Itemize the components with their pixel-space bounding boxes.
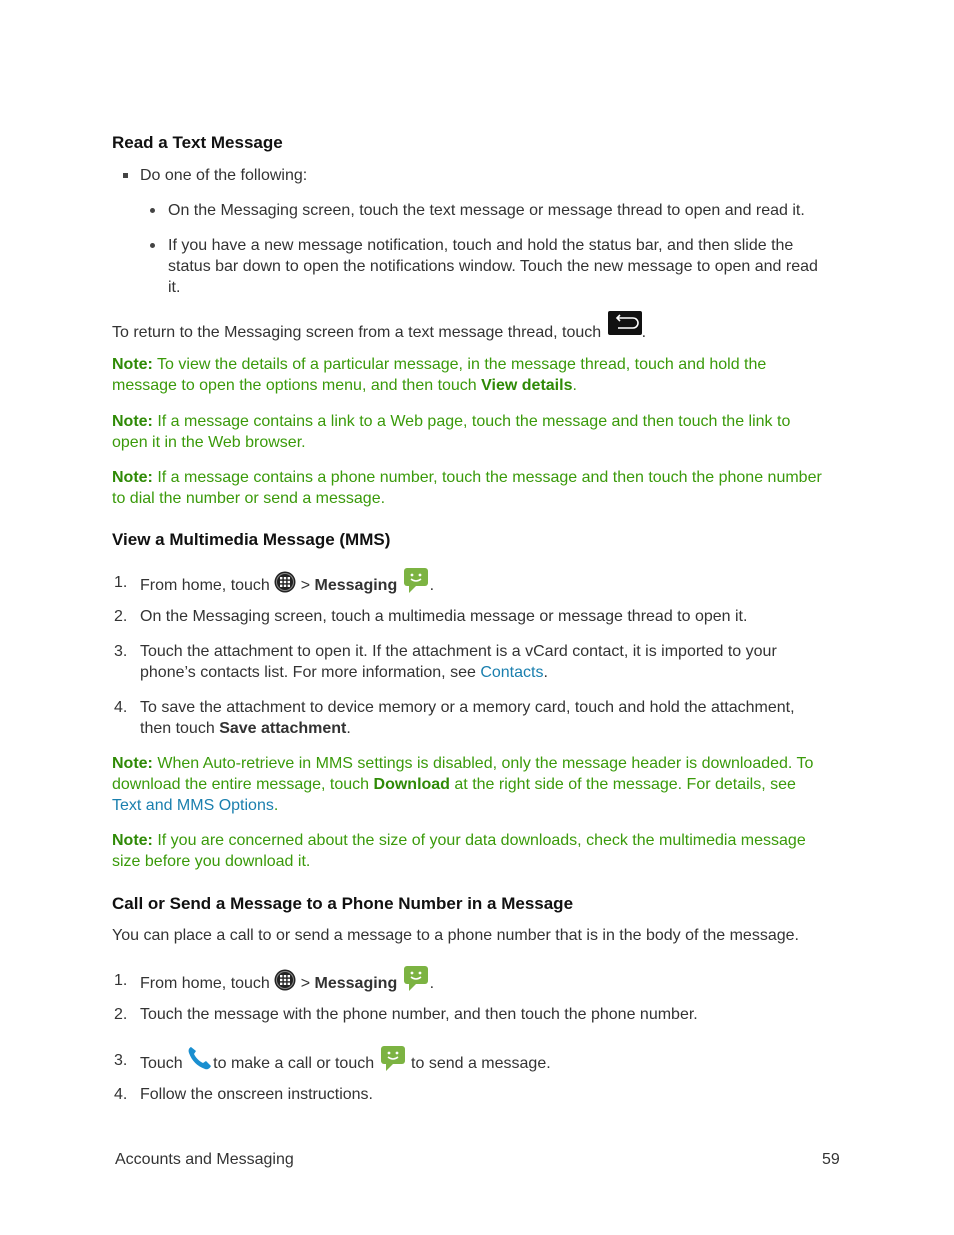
step-text: Follow the onscreen instructions. <box>140 1086 373 1103</box>
footer-page-number: 59 <box>822 1151 840 1168</box>
intro-paragraph: You can place a call to or send a message to a phone number that is in the body of the message. <box>112 927 799 944</box>
sub-bullet-2 <box>112 235 844 298</box>
period: . <box>429 975 435 993</box>
mms-step-2 <box>112 606 844 627</box>
period: . <box>346 720 351 737</box>
messaging-icon <box>402 566 430 594</box>
step-text: then touch <box>140 720 215 737</box>
separator: > <box>300 577 311 595</box>
back-arrow-icon <box>608 311 642 335</box>
step-number: 1. <box>114 972 128 989</box>
period: . <box>429 577 435 595</box>
sub-bullet-line: it. <box>168 279 181 296</box>
note-phone-number <box>112 467 852 509</box>
call-step-2 <box>112 1004 844 1025</box>
download-label: Download <box>373 776 450 793</box>
sub-bullet-1 <box>112 200 844 221</box>
note-text: size before you download it. <box>112 853 311 870</box>
step-number: 3. <box>114 643 128 660</box>
messaging-label: Messaging <box>314 975 398 993</box>
step-text: From home, touch <box>140 577 270 595</box>
note-text: open it in the Web browser. <box>112 434 306 451</box>
note-label: Note: <box>112 832 153 849</box>
note-text: download the entire message, touch <box>112 776 370 793</box>
step-number: 2. <box>114 1006 128 1023</box>
note-auto-retrieve <box>112 753 852 816</box>
sub-bullet-line: status bar down to open the notifications window. Touch the new message to open and read <box>168 258 818 275</box>
note-text: to dial the number or send a message. <box>112 490 386 507</box>
note-text: When Auto-retrieve in MMS settings is disabled, only the message header is downloaded. To <box>157 755 814 772</box>
bullet-text: Do one of the following: <box>140 167 308 184</box>
call-step-3 <box>112 1040 844 1073</box>
note-data-size <box>112 830 852 872</box>
text-mms-options-link[interactable]: Text and MMS Options <box>112 797 274 814</box>
period: . <box>543 664 548 681</box>
step-text: To save the attachment to device memory or a memory card, touch and hold the attachment, <box>140 699 795 716</box>
mms-step-4 <box>112 697 844 739</box>
messaging-icon <box>379 1044 407 1072</box>
call-step-1 <box>112 960 844 993</box>
step-text: Touch the message with the phone number, and then touch the phone number. <box>140 1006 698 1023</box>
step-text: On the Messaging screen, touch a multimedia message or message thread to open it. <box>140 608 748 625</box>
step-number: 2. <box>114 608 128 625</box>
sub-bullet-line: If you have a new message notification, touch and hold the status bar, and then slide the <box>168 237 794 254</box>
separator: > <box>300 975 311 993</box>
period: . <box>273 797 279 814</box>
step-text: Touch <box>140 1055 183 1073</box>
note-label: Note: <box>112 755 153 772</box>
square-bullet <box>123 173 128 178</box>
step-text: From home, touch <box>140 975 270 993</box>
messaging-icon <box>402 964 430 992</box>
step-text: Touch the attachment to open it. If the attachment is a vCard contact, it is imported to your <box>140 643 777 660</box>
call-step-4 <box>112 1084 844 1105</box>
step-text: to make a call or touch <box>213 1055 375 1073</box>
step-text: to send a message. <box>411 1055 551 1073</box>
period: . <box>572 377 577 394</box>
footer-section-name: Accounts and Messaging <box>115 1151 294 1168</box>
section-title-mms: View a Multimedia Message (MMS) <box>112 530 391 549</box>
bullet-do-one <box>112 165 844 186</box>
save-attachment-label: Save attachment <box>219 720 347 737</box>
view-details-label: View details <box>481 377 573 394</box>
return-text: To return to the Messaging screen from a text message thread, touch <box>112 324 602 342</box>
period: . <box>641 324 647 342</box>
phone-icon <box>185 1044 213 1072</box>
note-label: Note: <box>112 356 153 373</box>
note-web-link <box>112 411 844 453</box>
step-number: 4. <box>114 699 128 716</box>
note-text: If a message contains a link to a Web page, touch the message and then touch the link to <box>157 413 791 430</box>
apps-grid-icon <box>274 969 296 991</box>
mms-step-1 <box>112 562 844 595</box>
note-text: If you are concerned about the size of your data downloads, check the multimedia message <box>157 832 806 849</box>
note-view-details <box>112 354 844 396</box>
return-paragraph <box>112 313 844 343</box>
step-number: 4. <box>114 1086 128 1103</box>
round-bullet <box>150 208 155 213</box>
note-text: If a message contains a phone number, touch the message and then touch the phone number <box>157 469 822 486</box>
step-number: 1. <box>114 574 128 591</box>
section-title-call-send: Call or Send a Message to a Phone Number in a Message <box>112 894 574 913</box>
note-label: Note: <box>112 413 153 430</box>
mms-step-3 <box>112 641 844 683</box>
contacts-link[interactable]: Contacts <box>480 664 544 681</box>
section-title-read-text: Read a Text Message <box>112 133 283 152</box>
messaging-label: Messaging <box>314 577 398 595</box>
step-number: 3. <box>114 1052 128 1069</box>
step-text: phone’s contacts list. For more information, see <box>140 664 476 681</box>
note-text: at the right side of the message. For details, see <box>454 776 796 793</box>
apps-grid-icon <box>274 571 296 593</box>
note-label: Note: <box>112 469 153 486</box>
note-text: To view the details of a particular message, in the message thread, touch and hold the <box>157 356 767 373</box>
sub-bullet-text: On the Messaging screen, touch the text message or message thread to open and read it. <box>168 202 805 219</box>
note-text: message to open the options menu, and then touch <box>112 377 477 394</box>
round-bullet <box>150 243 155 248</box>
